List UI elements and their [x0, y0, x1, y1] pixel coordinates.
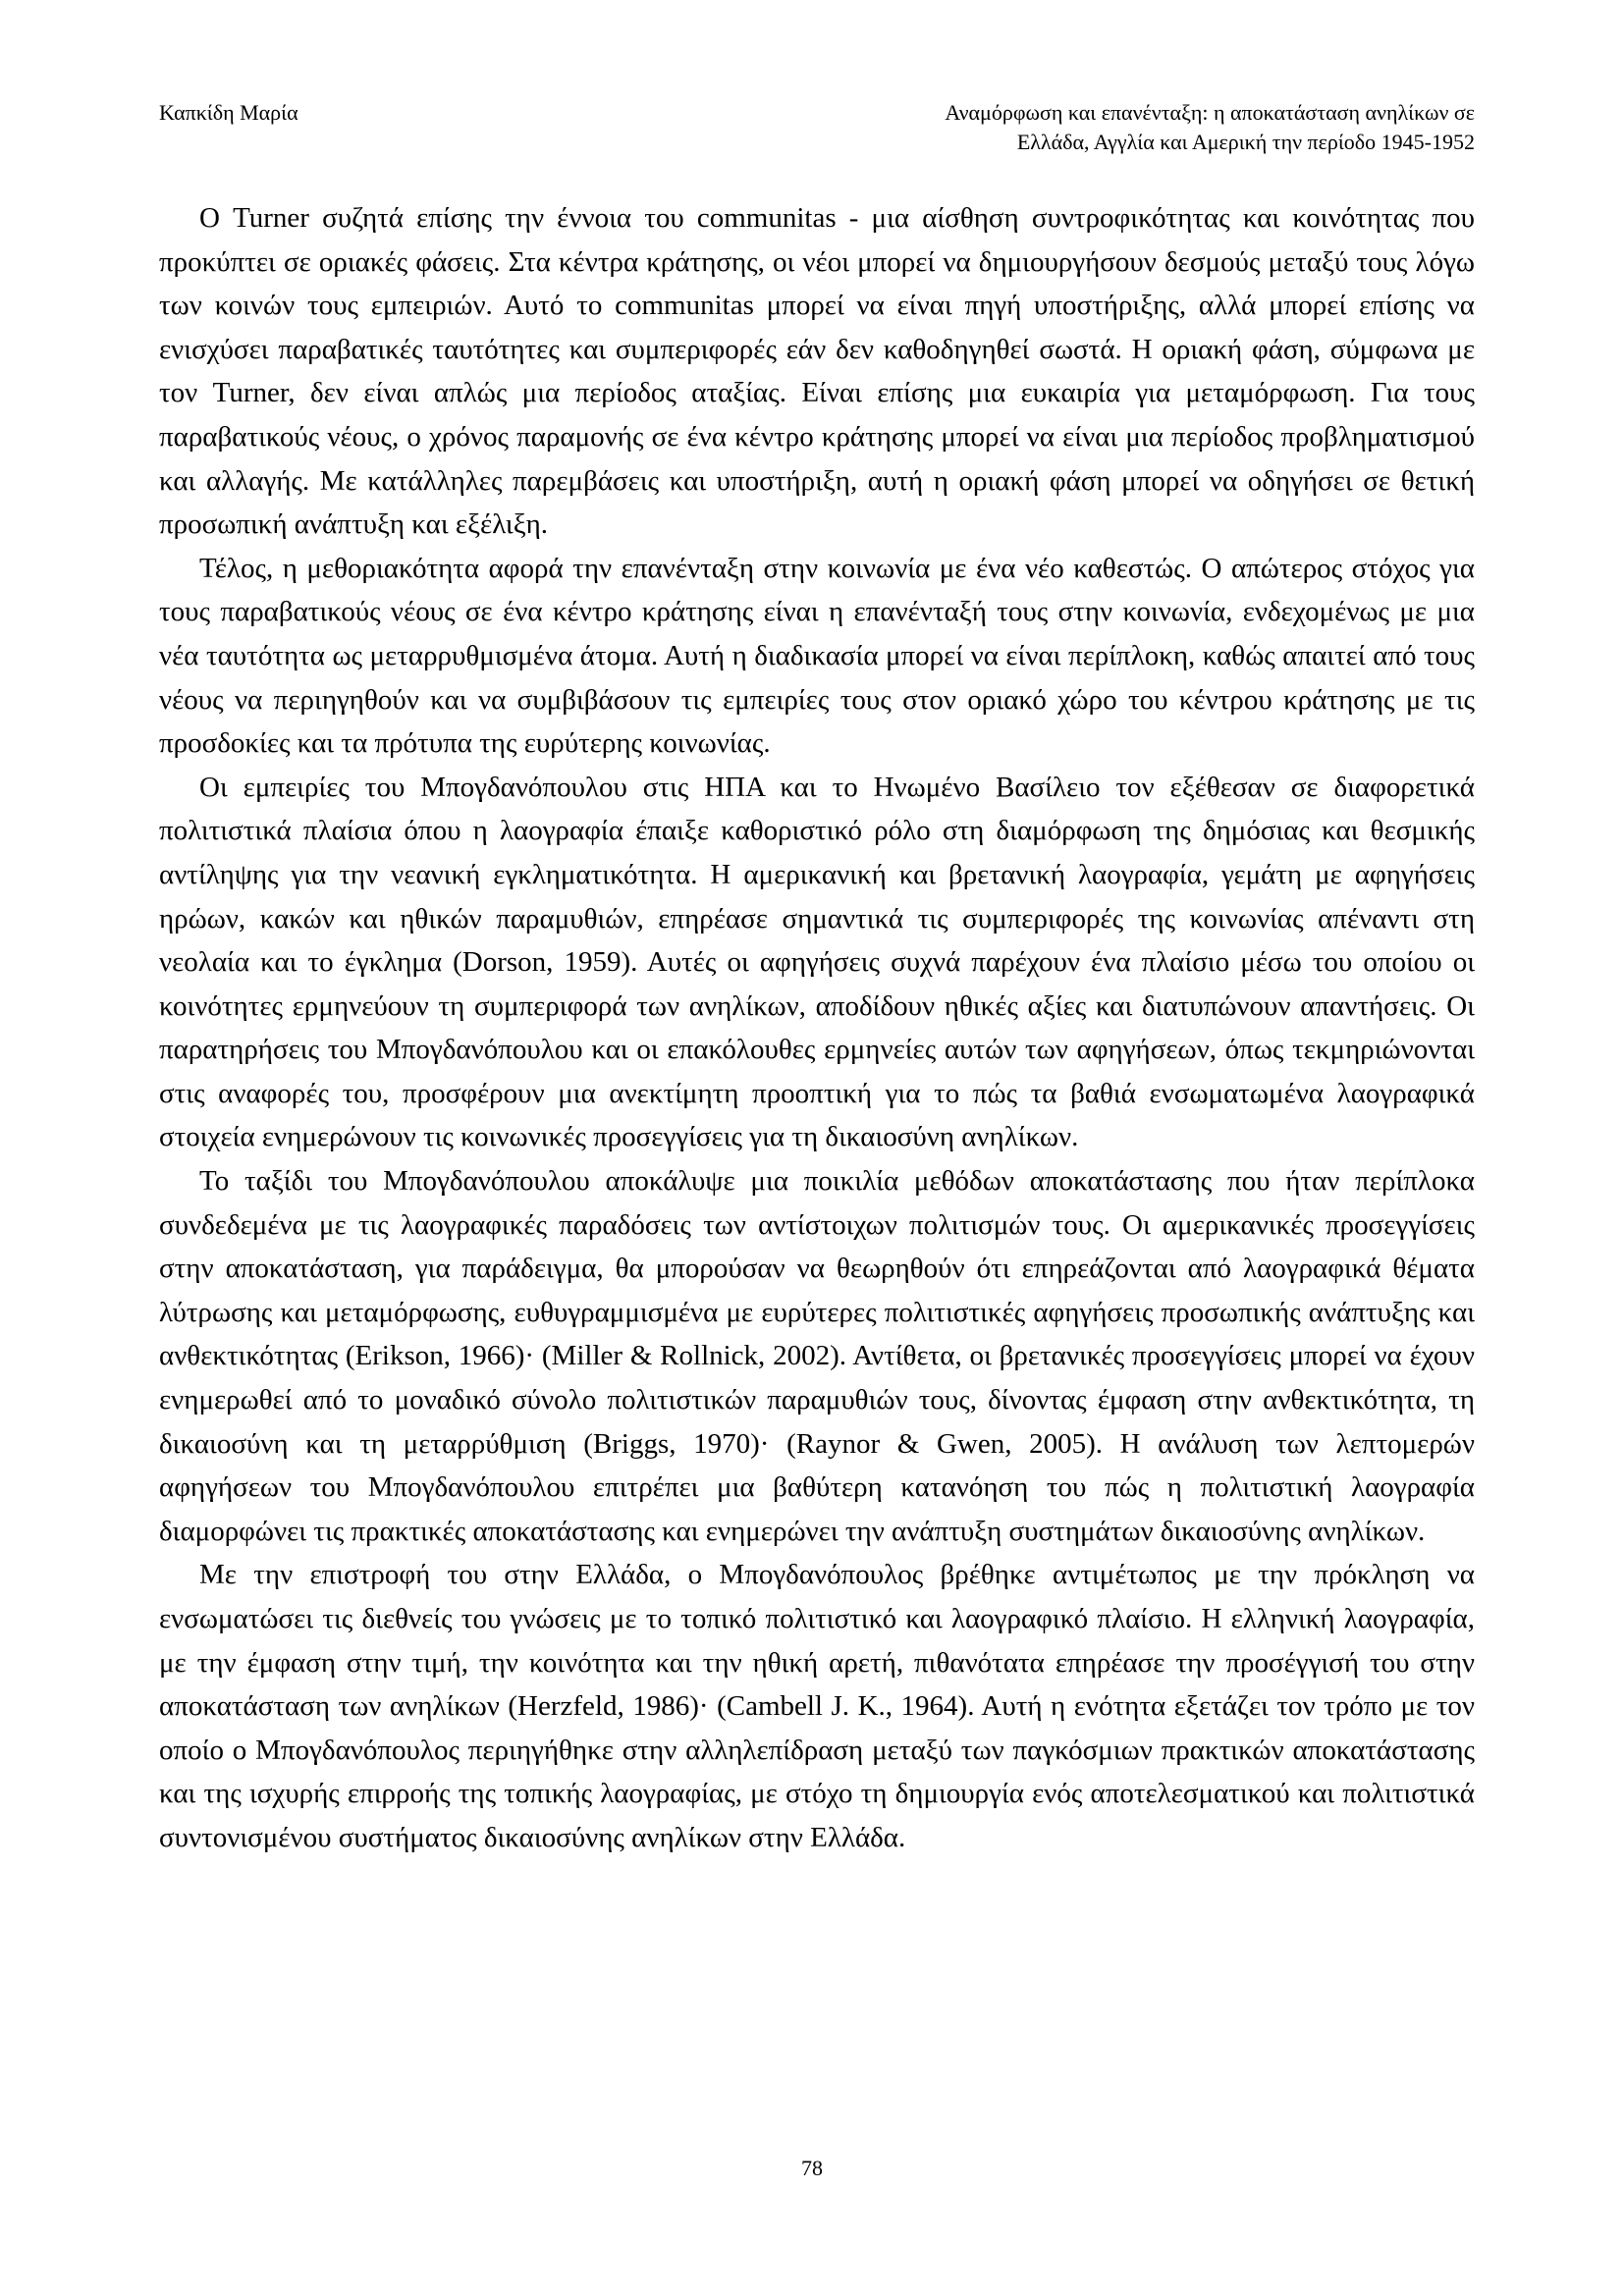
running-header — [159, 94, 1475, 165]
body-text — [159, 196, 1475, 1860]
header-title — [945, 98, 1475, 157]
page-number: 78 — [801, 2156, 823, 2180]
paragraph: Τέλος, η μεθοριακότητα αφορά την επανένταξη στην κοινωνία με ένα νέο καθεστώς. Ο απώτερος στόχος για τους παραβατικούς νέους σε ένα κέντρο κράτησης είναι η επανένταξή τους στην κοινωνία, ενδεχομένως με μια νέα ταυτότητα ως μεταρρυθμισμένα άτομα. Αυτή η διαδικασία μπορεί να είναι περίπλοκη, καθώς απαιτεί από τους νέους να περιηγηθούν και να συμβιβάσουν τις εμπειρίες τους στον οριακό χώρο του κέντρου κράτησης με τις προσδοκίες και τα πρότυπα της ευρύτερης κοινωνίας. — [159, 552, 1475, 760]
header-author: Καπκίδη Μαρία — [159, 100, 298, 125]
header-title-line-2: Ελλάδα, Αγγλία και Αμερική την περίοδο 1945-1952 — [1016, 130, 1475, 154]
paragraph: Οι εμπειρίες του Μπογδανόπουλου στις ΗΠΑ και το Ηνωμένο Βασίλειο τον εξέθεσαν σε διαφορετικά πολιτιστικά πλαίσια όπου η λαογραφία έπαιξε καθοριστικό ρόλο στη διαμόρφωση της δημόσιας και θεσμικής αντίληψης για την νεανική εγκληματικότητα. Η αμερικανική και βρετανική λαογραφία, γεμάτη με αφηγήσεις ηρώων, κακών και ηθικών παραμυθιών, επηρέασε σημαντικά τις συμπεριφορές της κοινωνίας απέναντι στη νεολαία και το έγκλημα (Dorson, 1959). Αυτές οι αφηγήσεις συχνά παρέχουν ένα πλαίσιο μέσω του οποίου οι κοινότητες ερμηνεύουν τη συμπεριφορά των ανηλίκων, αποδίδουν ηθικές αξίες και διατυπώνουν απαντήσεις. Οι παρατηρήσεις του Μπογδανόπουλου και οι επακόλουθες ερμηνείες αυτών των αφηγήσεων, όπως τεκμηριώνονται στις αναφορές του, προσφέρουν μια ανεκτίμητη προοπτική για το πώς τα βαθιά ενσωματωμένα λαογραφικά στοιχεία ενημερώνουν τις κοινωνικές προσεγγίσεις για τη δικαιοσύνη ανηλίκων. — [159, 771, 1475, 1153]
header-title-line-1: Αναμόρφωση και επανένταξη: η αποκατάσταση ανηλίκων σε — [945, 100, 1475, 125]
paragraph: Ο Turner συζητά επίσης την έννοια του communitas - μια αίσθηση συντροφικότητας και κοινότητας που προκύπτει σε οριακές φάσεις. Στα κέντρα κράτησης, οι νέοι μπορεί να δημιουργήσουν δεσμούς μεταξύ τους λόγω των κοινών τους εμπειριών. Αυτό το communitas μπορεί να είναι πηγή υποστήριξης, αλλά μπορεί επίσης να ενισχύσει παραβατικές ταυτότητες και συμπεριφορές εάν δεν καθοδηγηθεί σωστά. Η οριακή φάση, σύμφωνα με τον Turner, δεν είναι απλώς μια περίοδος αταξίας. Είναι επίσης μια ευκαιρία για μεταμόρφωση. Για τους παραβατικούς νέους, ο χρόνος παραμονής σε ένα κέντρο κράτησης μπορεί να είναι μια περίοδος προβληματισμού και αλλαγής. Με κατάλληλες παρεμβάσεις και υποστήριξη, αυτή η οριακή φάση μπορεί να οδηγήσει σε θετική προσωπική ανάπτυξη και εξέλιξη. — [159, 202, 1475, 541]
paragraph: Το ταξίδι του Μπογδανόπουλου αποκάλυψε μια ποικιλία μεθόδων αποκατάστασης που ήταν περίπλοκα συνδεδεμένα με τις λαογραφικές παραδόσεις των αντίστοιχων πολιτισμών τους. Οι αμερικανικές προσεγγίσεις στην αποκατάσταση, για παράδειγμα, θα μπορούσαν να θεωρηθούν ότι επηρεάζονται από λαογραφικά θέματα λύτρωσης και μεταμόρφωσης, ευθυγραμμισμένα με ευρύτερες πολιτιστικές αφηγήσεις προσωπικής ανάπτυξης και ανθεκτικότητας (Erikson, 1966)· (Miller & Rollnick, 2002). Αντίθετα, οι βρετανικές προσεγγίσεις μπορεί να έχουν ενημερωθεί από το μοναδικό σύνολο πολιτιστικών παραμυθιών τους, δίνοντας έμφαση στην ανθεκτικότητα, τη δικαιοσύνη και τη μεταρρύθμιση (Briggs, 1970)· (Raynor & Gwen, 2005). Η ανάλυση των λεπτομερών αφηγήσεων του Μπογδανόπουλου επιτρέπει μια βαθύτερη κατανόηση του πώς η πολιτιστική λαογραφία διαμορφώνει τις πρακτικές αποκατάστασης και ενημερώνει την ανάπτυξη συστημάτων δικαιοσύνης ανηλίκων. — [159, 1165, 1475, 1547]
paragraph: Με την επιστροφή του στην Ελλάδα, ο Μπογδανόπουλος βρέθηκε αντιμέτωπος με την πρόκληση να ενσωματώσει τις διεθνείς του γνώσεις με το τοπικό πολιτιστικό και λαογραφικό πλαίσιο. Η ελληνική λαογραφία, με την έμφαση στην τιμή, την κοινότητα και την ηθική αρετή, πιθανότατα επηρέασε την προσέγγισή του στην αποκατάσταση των ανηλίκων (Herzfeld, 1986)· (Cambell J. K., 1964). Αυτή η ενότητα εξετάζει τον τρόπο με τον οποίο ο Μπογδανόπουλος περιηγήθηκε στην αλληλεπίδραση μεταξύ των παγκόσμιων πρακτικών αποκατάστασης και της ισχυρής επιρροής της τοπικής λαογραφίας, με στόχο τη δημιουργία ενός αποτελεσματικού και πολιτιστικά συντονισμένου συστήματος δικαιοσύνης ανηλίκων στην Ελλάδα. — [159, 1559, 1475, 1853]
